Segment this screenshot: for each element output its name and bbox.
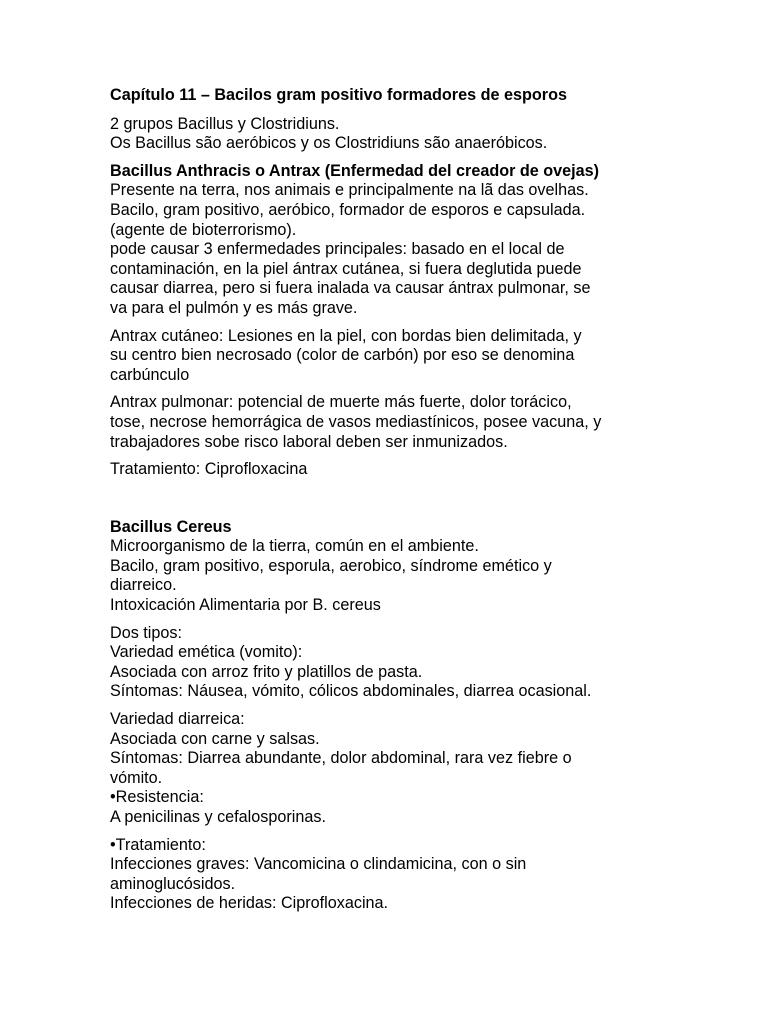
cereus-diarreica-paragraph [110,710,670,828]
text-line: Antrax cutáneo: Lesiones en la piel, con bordas bien delimitada, y [110,326,582,345]
text-line: Os Bacillus são aeróbicos y os Clostridiuns são anaeróbicos. [110,134,548,153]
text-line: trabajadores sobe risco laboral deben ser inmunizados. [110,432,508,451]
cereus-section [110,518,670,616]
text-line: va para el pulmón y es más grave. [110,298,358,317]
text-line: causar diarrea, pero si fuera inalada va causar ántrax pulmonar, se [110,279,591,298]
text-line: tose, necrose hemorrágica de vasos mediastínicos, posee vacuna, y [110,412,602,431]
text-line: Síntomas: Náusea, vómito, cólicos abdominales, diarrea ocasional. [110,682,592,701]
text-line: aminoglucósidos. [110,874,236,893]
text-line: Antrax pulmonar: potencial de muerte más fuerte, dolor torácico, [110,393,572,412]
cereus-heading: Bacillus Cereus [110,517,232,536]
cereus-tratamiento-paragraph [110,836,670,914]
text-line: Presente na terra, nos animais e principalmente na lã das ovelhas. [110,181,589,200]
anthracis-heading: Bacillus Anthracis o Antrax (Enfermedad del creador de ovejas) [110,161,600,180]
intro-paragraph [110,115,670,154]
anthracis-treatment [110,460,670,480]
cereus-tipos-paragraph [110,624,670,702]
section-spacer [110,488,670,518]
text-line: Bacilo, gram positivo, esporula, aerobico, síndrome emético y [110,556,552,575]
antrax-cutaneo-paragraph [110,327,670,386]
text-line: diarreico. [110,576,177,595]
text-line: Infecciones de heridas: Ciprofloxacina. [110,894,389,913]
text-line: su centro bien necrosado (color de carbón) por eso se denomina [110,346,575,365]
chapter-title-text: Capítulo 11 – Bacilos gram positivo formadores de esporos [110,86,567,104]
text-line: •Tratamiento: [110,835,206,854]
text-line: Dos tipos: [110,623,182,642]
text-line: Variedad emética (vomito): [110,643,303,662]
anthracis-section [110,162,670,319]
text-line: Microorganismo de la tierra, común en el ambiente. [110,537,479,556]
text-line: carbúnculo [110,365,190,384]
chapter-title [110,86,670,106]
text-line: Asociada con carne y salsas. [110,729,320,748]
text-line: contaminación, en la piel ántrax cutánea, si fuera deglutida puede [110,259,582,278]
text-line: Tratamiento: Ciprofloxacina [110,460,308,479]
document-page [110,86,670,922]
text-line: •Resistencia: [110,788,204,807]
text-line: Asociada con arroz frito y platillos de pasta. [110,662,423,681]
text-line: vómito. [110,768,163,787]
text-line: Infecciones graves: Vancomicina o clindamicina, con o sin [110,855,527,874]
text-line: (agente de bioterrorismo). [110,220,297,239]
text-line: 2 grupos Bacillus y Clostridiuns. [110,114,340,133]
text-line: pode causar 3 enfermedades principales: basado en el local de [110,240,565,259]
text-line: Síntomas: Diarrea abundante, dolor abdominal, rara vez fiebre o [110,749,572,768]
text-line: Intoxicación Alimentaria por B. cereus [110,596,381,615]
text-line: Bacilo, gram positivo, aeróbico, formador de esporos e capsulada. [110,200,586,219]
antrax-pulmonar-paragraph [110,393,670,452]
text-line: A penicilinas y cefalosporinas. [110,808,326,826]
text-line: Variedad diarreica: [110,710,245,729]
